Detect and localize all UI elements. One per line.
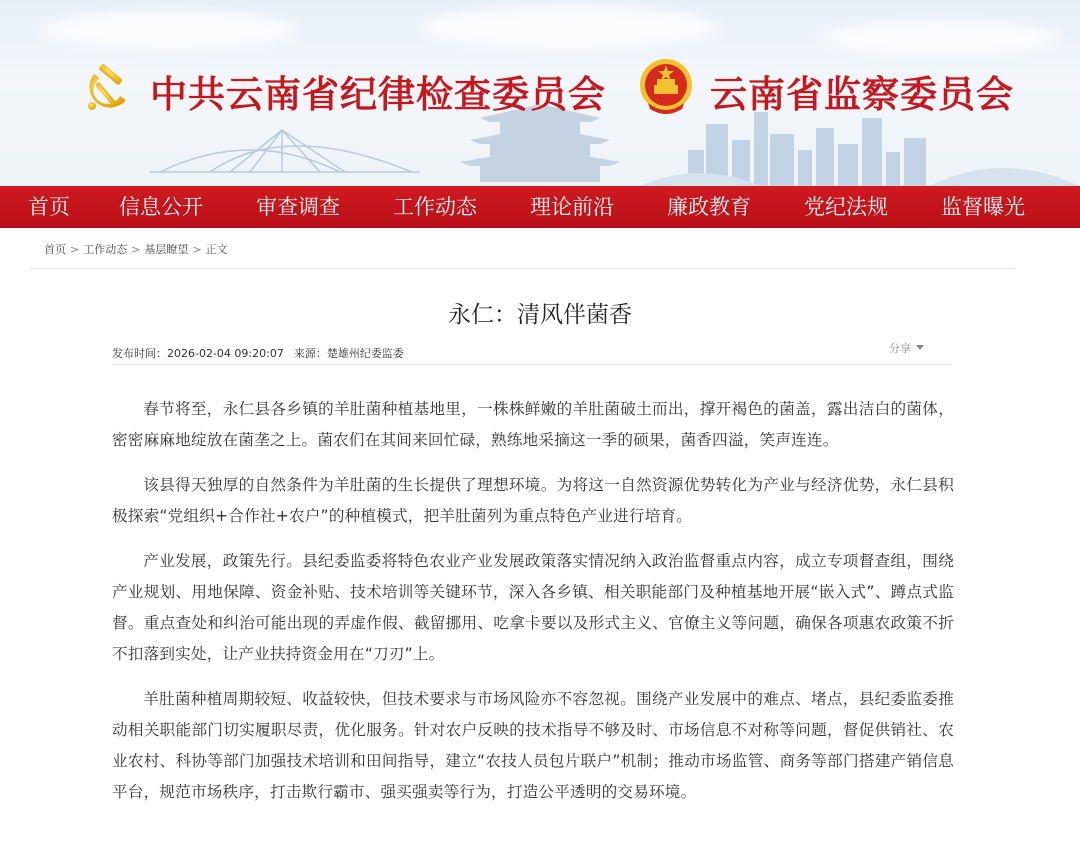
article-paragraph: 该县得天独厚的自然条件为羊肚菌的生长提供了理想环境。为将这一自然资源优势转化为产业与经济优势，永仁县积极探索“党组织+合作社+农户”的种植模式，把羊肚菌列为重点特色产业进行培育。 bbox=[112, 476, 954, 525]
breadcrumb-current: 正文 bbox=[205, 243, 228, 256]
header-banner bbox=[0, 0, 1080, 186]
nav-item-review[interactable]: 审查调查 bbox=[256, 195, 340, 219]
article-paragraph: 春节将至，永仁县各乡镇的羊肚菌种植基地里，一株株鲜嫩的羊肚菌破土而出，撑开褐色的菌盖，露出洁白的菌体，密密麻麻地绽放在菌垄之上。菌农们在其间来回忙碌，熟练地采摘这一季的硕果，菌香四溢，笑声连连。 bbox=[112, 400, 954, 449]
breadcrumb-separator: > bbox=[70, 243, 80, 256]
main-nav bbox=[0, 186, 1080, 228]
article-title: 永仁：清风伴菌香 bbox=[448, 302, 632, 328]
national-emblem-icon bbox=[638, 57, 694, 117]
divider bbox=[30, 268, 1015, 269]
breadcrumb-separator: > bbox=[131, 243, 141, 256]
share-label: 分享 bbox=[889, 342, 911, 355]
nav-item-regulations[interactable]: 党纪法规 bbox=[804, 195, 888, 219]
breadcrumb-grassroots[interactable]: 基层瞭望 bbox=[144, 243, 189, 256]
publish-time: 2026-02-04 09:20:07 bbox=[167, 347, 284, 360]
nav-item-exposure[interactable]: 监督曝光 bbox=[941, 195, 1025, 219]
share-button[interactable] bbox=[889, 340, 924, 356]
breadcrumb-home[interactable]: 首页 bbox=[44, 243, 66, 256]
breadcrumb-work-news[interactable]: 工作动态 bbox=[83, 243, 128, 256]
nav-item-info[interactable]: 信息公开 bbox=[119, 195, 203, 219]
article-paragraph: 羊肚菌种植周期较短、收益较快，但技术要求与市场风险亦不容忽视。围绕产业发展中的难点、堵点，县纪委监委推动相关职能部门切实履职尽责，优化服务。针对农户反映的技术指导不够及时、市场信息不对称等问题，督促供销社、农业农村、科协等部门加强技术培训和田间指导，建立“农技人员包片联户”机制；推动市场监管、商务等部门搭建产销信息平台，规范市场秩序，打击欺行霸市、强买强卖等行为，打造公平透明的交易环境。 bbox=[112, 690, 954, 801]
party-emblem-icon bbox=[80, 60, 136, 116]
article-body bbox=[112, 394, 954, 822]
org-title-commission: 中共云南省纪律检查委员会 bbox=[150, 72, 606, 116]
chevron-down-icon bbox=[916, 345, 924, 350]
breadcrumb bbox=[44, 241, 228, 257]
article-paragraph: 产业发展，政策先行。县纪委监委将特色农业产业发展政策落实情况纳入政治监督重点内容，成立专项督查组，围绕产业规划、用地保障、资金补贴、技术培训等关键环节，深入各乡镇、相关职能部门及种植基地开展“嵌入式”、蹲点式监督。重点查处和纠治可能出现的弄虚作假、截留挪用、吃拿卡要以及形式主义、官僚主义等问题，确保各项惠农政策不折不扣落到实处，让产业扶持资金用在“刀刃”上。 bbox=[112, 552, 954, 663]
nav-item-theory[interactable]: 理论前沿 bbox=[530, 195, 614, 219]
source-value: 楚雄州纪委监委 bbox=[326, 347, 404, 360]
article-meta bbox=[112, 345, 404, 361]
divider bbox=[112, 364, 952, 365]
publish-time-label: 发布时间： bbox=[112, 347, 167, 360]
org-title-supervision: 云南省监察委员会 bbox=[710, 72, 1014, 116]
source-label: 来源： bbox=[293, 347, 327, 360]
nav-item-work-news[interactable]: 工作动态 bbox=[393, 195, 477, 219]
nav-item-home[interactable]: 首页 bbox=[28, 195, 70, 219]
nav-item-education[interactable]: 廉政教育 bbox=[667, 195, 751, 219]
breadcrumb-separator: > bbox=[192, 243, 202, 256]
